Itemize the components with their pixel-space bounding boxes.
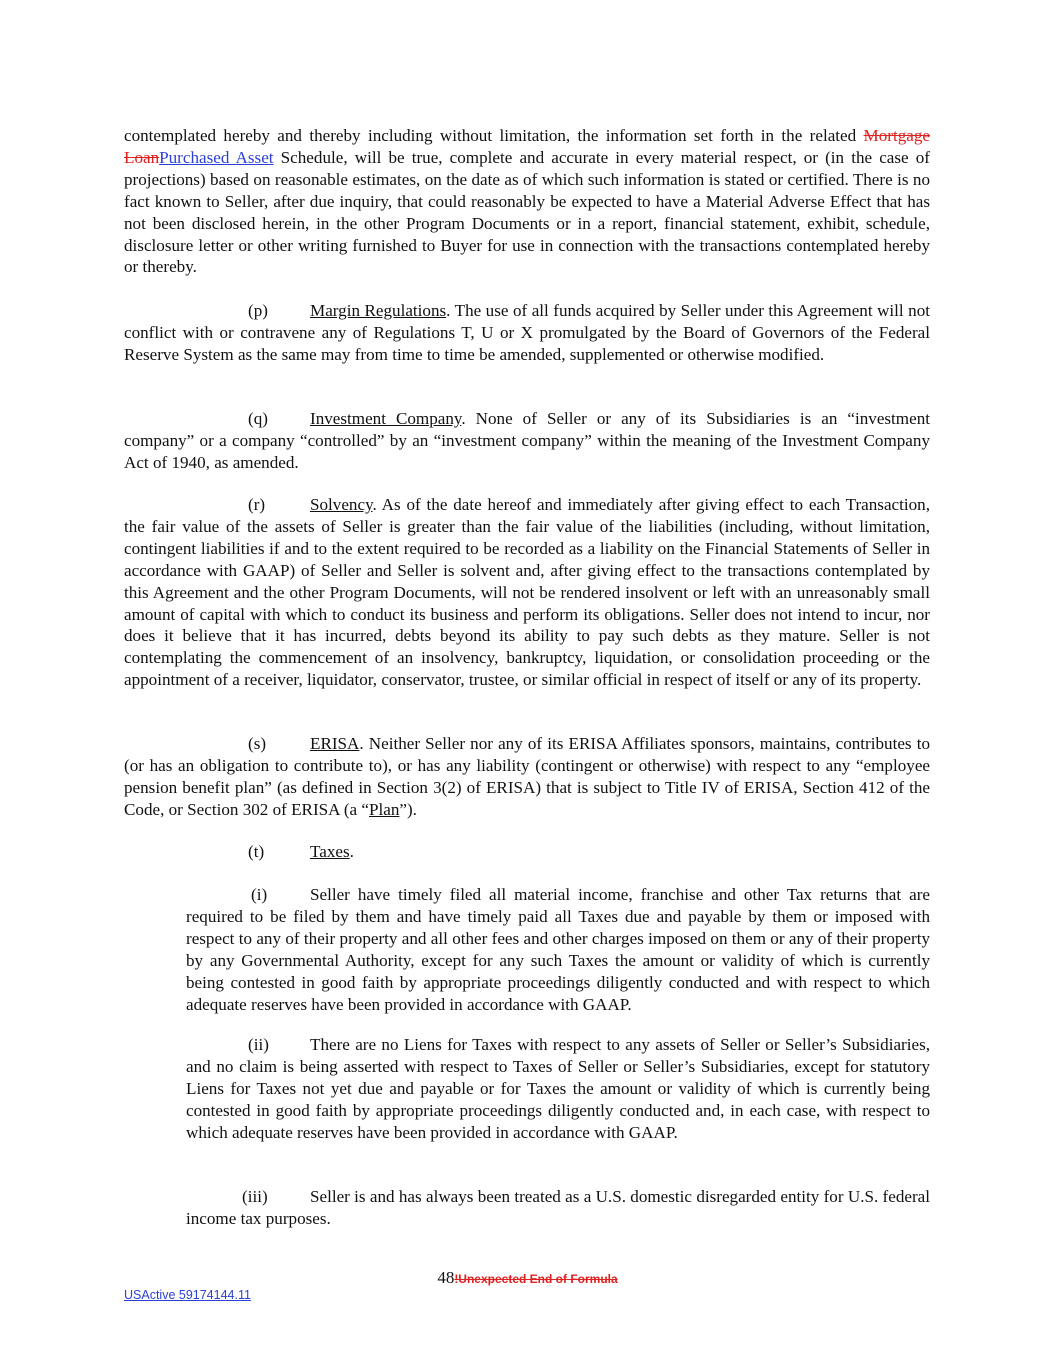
section-heading: Taxes [310, 842, 350, 861]
intro-text-a: contemplated hereby and thereby including without limitation, the information set forth in the related [124, 126, 864, 145]
section-label: (t) [248, 842, 265, 861]
section-heading: Margin Regulations [310, 301, 447, 320]
section-heading: Investment Company [310, 409, 462, 428]
section-text-b: ”). [399, 799, 417, 819]
section-text: . The use of all funds acquired by Seller under this Agreement will not conflict with or contravene any of Regulations T, U or X promulgated by the Board of Governors of the Federal Reserve System as the same may from time to time be amended, supplemented or otherwise modified. [124, 301, 931, 364]
section-label: (p) [248, 301, 268, 320]
deleted-text: Mortgage Loan [124, 126, 930, 167]
section-label: (s) [248, 734, 267, 753]
section-heading: ERISA [310, 734, 360, 753]
subsection-text: There are no Liens for Taxes with respect to any assets of Seller or Seller’s Subsidiaries, and no claim is being asserted with respect to Taxes of Seller or Seller’s Subsidiaries, except for statutory Liens for Taxes not yet due and payable or for Taxes the amount or validity of which is currently being contested in good faith by appropriate proceedings diligently conducted and, in each case, with respect to which adequate reserves have been provided in accordance with GAAP. [186, 1035, 930, 1142]
subsection-t-i [186, 884, 930, 1015]
subsection-label: (ii) [248, 1035, 269, 1054]
page-number: 48 [437, 1268, 455, 1287]
intro-paragraph [124, 125, 930, 278]
subsection-label: (iii) [242, 1187, 268, 1206]
section-text: . None of Seller or any of its Subsidiaries is an “investment company” or a company “controlled” by an “investment company” within the meaning of the Investment Company Act of 1940, as amended. [124, 409, 930, 472]
section-r [124, 494, 930, 691]
plan-term: Plan [368, 799, 400, 819]
section-text-a: . Neither Seller nor any of its ERISA Affiliates sponsors, maintains, contributes to (or has an obligation to contribute to), or has any liability (contingent or otherwise) with respect to any “employee pension benefit plan” (as defined in Section 3(2) of ERISA) that is subject to Title IV of ERISA, Section 412 of the Code, or Section 302 of ERISA (a “ [124, 734, 930, 819]
inserted-text[interactable]: Purchased Asset [159, 147, 274, 167]
document-id-link[interactable]: USActive 59174144.11 [124, 1288, 251, 1302]
subsection-t-iii [186, 1186, 930, 1230]
section-text: . As of the date hereof and immediately after giving effect to each Transaction, the fair value of the assets of Seller is greater than the fair value of the liabilities (including, without limitation, contingent liabilities if and to the extent required to be recorded as a liability on the Financial Statements of Seller in accordance with GAAP) of Seller and Seller is solvent and, after giving effect to the transactions contemplated by this Agreement and the other Program Documents, will not be rendered insolvent or left with an unreasonably small amount of capital with which to conduct its business and perform its obligations. Seller does not intend to incur, nor does it believe that it has incurred, debts beyond its ability to pay such debts as they mature. Seller is not contemplating the commencement of an insolvency, bankruptcy, liquidation, or consolidation proceeding or the appointment of a receiver, liquidator, conservator, trustee, or similar official in respect of itself or any of its property. [124, 495, 930, 690]
intro-text-b: Schedule, will be true, complete and accurate in every material respect, or (in the case of projections) based on reasonable estimates, on the date as of which such information is stated or certified. There is no fact known to Seller, after due inquiry, that could reasonably be expected to have a Material Adverse Effect that has not been disclosed herein, in the other Program Documents or in a report, financial statement, exhibit, schedule, disclosure letter or other writing furnished to Buyer for use in connection with the transactions contemplated hereby or thereby. [124, 147, 930, 277]
section-p [124, 300, 930, 366]
section-label: (r) [248, 495, 266, 514]
section-q [124, 408, 930, 474]
subsection-t-ii [186, 1034, 930, 1144]
section-period: . [349, 842, 354, 861]
section-t [124, 841, 930, 863]
section-s [124, 733, 930, 821]
subsection-text: Seller is and has always been treated as a U.S. domestic disregarded entity for U.S. federal income tax purposes. [186, 1187, 930, 1228]
page-footer [0, 1268, 1055, 1288]
formula-error: !Unexpected End of Formula [454, 1272, 618, 1286]
subsection-text: Seller have timely filed all material income, franchise and other Tax returns that are required to be filed by them and have timely paid all Taxes due and payable by them or imposed with respect to any of their property and all other fees and other charges imposed on them or any of their property by any Governmental Authority, except for any such Taxes the amount or validity of which is currently being contested in good faith by appropriate proceedings diligently conducted and with respect to which adequate reserves have been provided in accordance with GAAP. [186, 885, 930, 1014]
section-label: (q) [248, 409, 268, 428]
section-heading: Solvency [310, 495, 373, 514]
subsection-label: (i) [251, 885, 268, 904]
